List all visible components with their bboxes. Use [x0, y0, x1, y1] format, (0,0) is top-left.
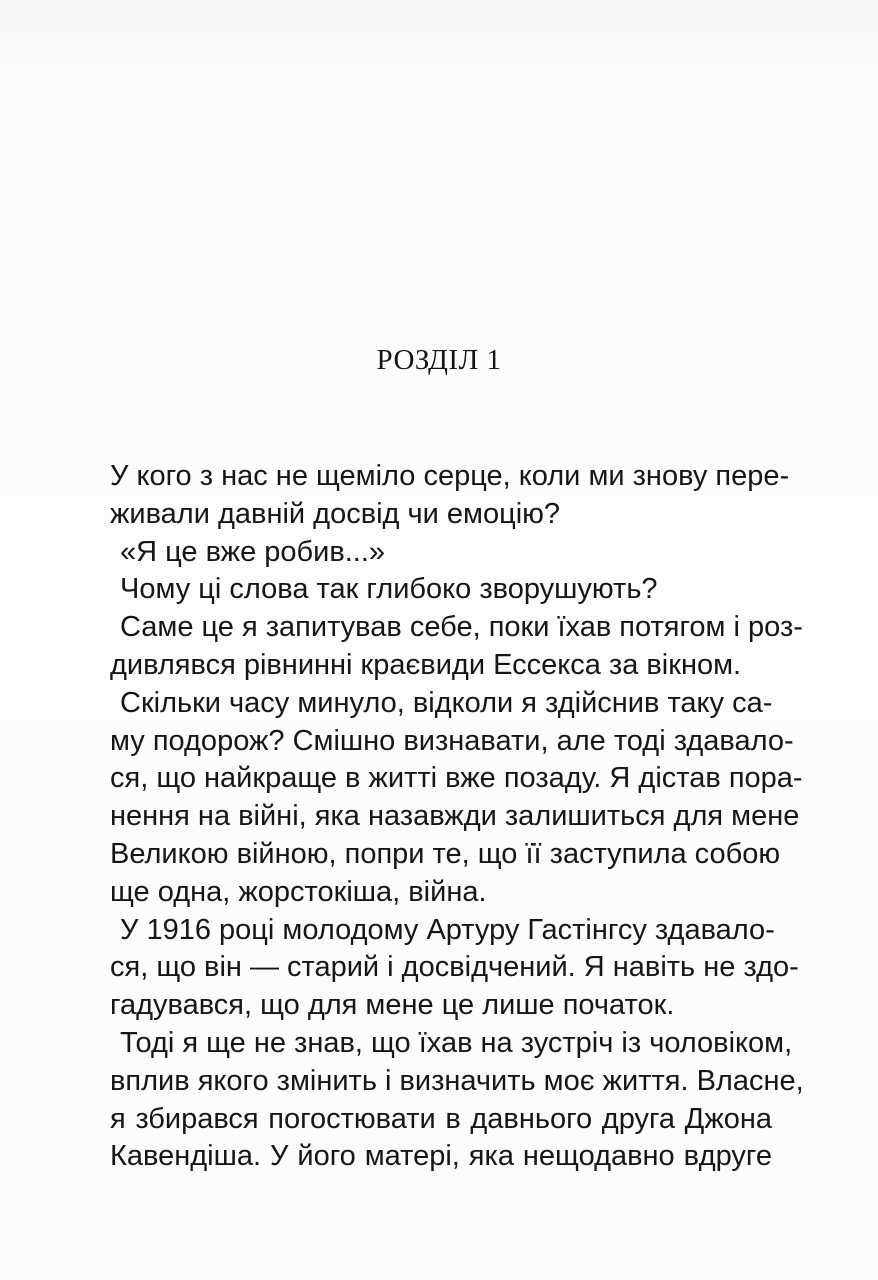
- text-line: дивлявся рівнинні краєвиди Ессекса за вікном.: [110, 648, 742, 681]
- chapter-body: [110, 458, 804, 1176]
- chapter-title: РОЗДІЛ 1: [376, 344, 502, 376]
- text-line: нення на війні, яка назавжди залишиться для мене: [110, 800, 800, 833]
- text-line: «Я це вже робив...»: [120, 535, 386, 568]
- text-line: я збирався погостювати в давнього друга Джона: [110, 1102, 772, 1135]
- text-line: Тоді я ще не знав, що їхав на зустріч із чоловіком,: [120, 1026, 793, 1059]
- text-line: живали давній досвід чи емоцію?: [110, 497, 561, 530]
- text-line: гадувався, що для мене це лише початок.: [110, 989, 675, 1022]
- text-line: У кого з нас не щеміло серце, коли ми знову пере-: [110, 460, 790, 492]
- text-line: Чому ці слова так глибоко зворушують?: [120, 573, 658, 606]
- text-line: Саме це я запитував себе, поки їхав потягом і роз-: [120, 611, 803, 644]
- text-line: Великою війною, попри те, що її заступила собою: [110, 837, 781, 870]
- text-line: Скільки часу минуло, відколи я здійснив таку са-: [120, 686, 773, 719]
- text-line: му подорож? Смішно визнавати, але тоді здавало-: [110, 724, 794, 757]
- text-line: ся, що найкраще в житті вже позаду. Я дістав пора-: [110, 762, 803, 795]
- text-line: ще одна, жорстокіша, війна.: [110, 875, 487, 908]
- text-line: Кавендіша. У його матері, яка нещодавно вдруге: [110, 1140, 772, 1173]
- text-line: У 1916 році молодому Артуру Гастінгсу здавало-: [120, 913, 775, 946]
- text-line: ся, що він — старий і досвідчений. Я навіть не здо-: [110, 951, 799, 984]
- text-line: вплив якого змінить і визначить моє життя. Власне,: [110, 1064, 804, 1097]
